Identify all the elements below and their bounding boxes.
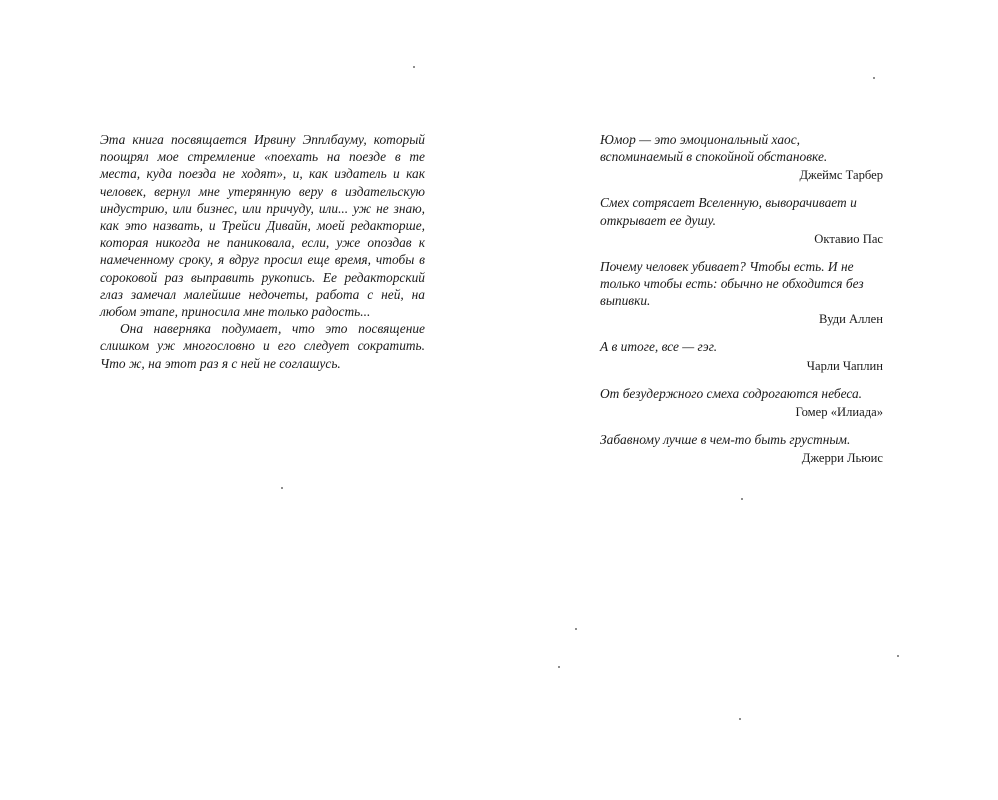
scan-speck — [558, 666, 560, 668]
scan-speck — [897, 655, 899, 657]
quote-author: Вуди Аллен — [818, 312, 883, 327]
scan-speck — [413, 66, 415, 68]
quote-6 — [600, 431, 883, 466]
quote-author: Октавио Пас — [814, 231, 883, 246]
epigraph-quotes — [600, 131, 883, 477]
scan-speck — [739, 718, 741, 720]
quote-2 — [600, 194, 883, 246]
quote-text: От безудержного смеха содрогаются небеса. — [600, 385, 862, 401]
quote-author: Джеймс Тарбер — [799, 168, 883, 183]
quote-text: Почему человек убивает? Чтобы есть. И не только чтобы есть: обычно не обходится без выпивки. — [600, 258, 864, 309]
scan-speck — [575, 628, 577, 630]
quote-author: Гомер «Илиада» — [795, 404, 883, 419]
quote-author: Чарли Чаплин — [806, 358, 883, 373]
quote-4 — [600, 338, 883, 373]
quote-3 — [600, 258, 883, 328]
dedication-paragraph-2: Она наверняка подумает, что это посвящение слишком уж многословно и его следует сократить. Что ж, на этот раз я с ней не соглашусь. — [100, 321, 425, 371]
quote-author: Джерри Льюис — [801, 451, 883, 466]
quote-text: А в итоге, все — гэг. — [600, 339, 718, 355]
dedication-text — [100, 131, 425, 372]
right-page — [499, 0, 998, 800]
dedication-paragraph-1: Эта книга посвящается Ирвину Эпплбауму, который поощрял мое стремление «поехать на поезде в те места, куда поезда не ходят», и, как издатель и как человек, вернул мне утерянную веру в издательскую индустрию, или бизнес, или причуду, или... уж не знаю, как это назвать, и Трейси Дивайн, моей редакторше, которая никогда не паниковала, если, уже опоздав к намеченному сроку, я вдруг просил еще время, чтобы в сороковой раз выправить рукопись. Ее редакторский глаз замечал малейшие недочеты, работа с ней, на любом этапе, приносила мне только радость... — [100, 132, 425, 320]
scan-speck — [741, 498, 743, 500]
quote-text: Юмор — это эмоциональный хаос, вспоминаемый в спокойной обстановке. — [600, 132, 828, 165]
quote-5 — [600, 385, 883, 420]
scan-speck — [873, 77, 875, 79]
quote-text: Смех сотрясает Вселенную, выворачивает и открывает ее душу. — [600, 195, 857, 228]
quote-text: Забавному лучше в чем-то быть грустным. — [600, 431, 851, 447]
scan-speck — [281, 487, 283, 489]
quote-1 — [600, 131, 883, 183]
